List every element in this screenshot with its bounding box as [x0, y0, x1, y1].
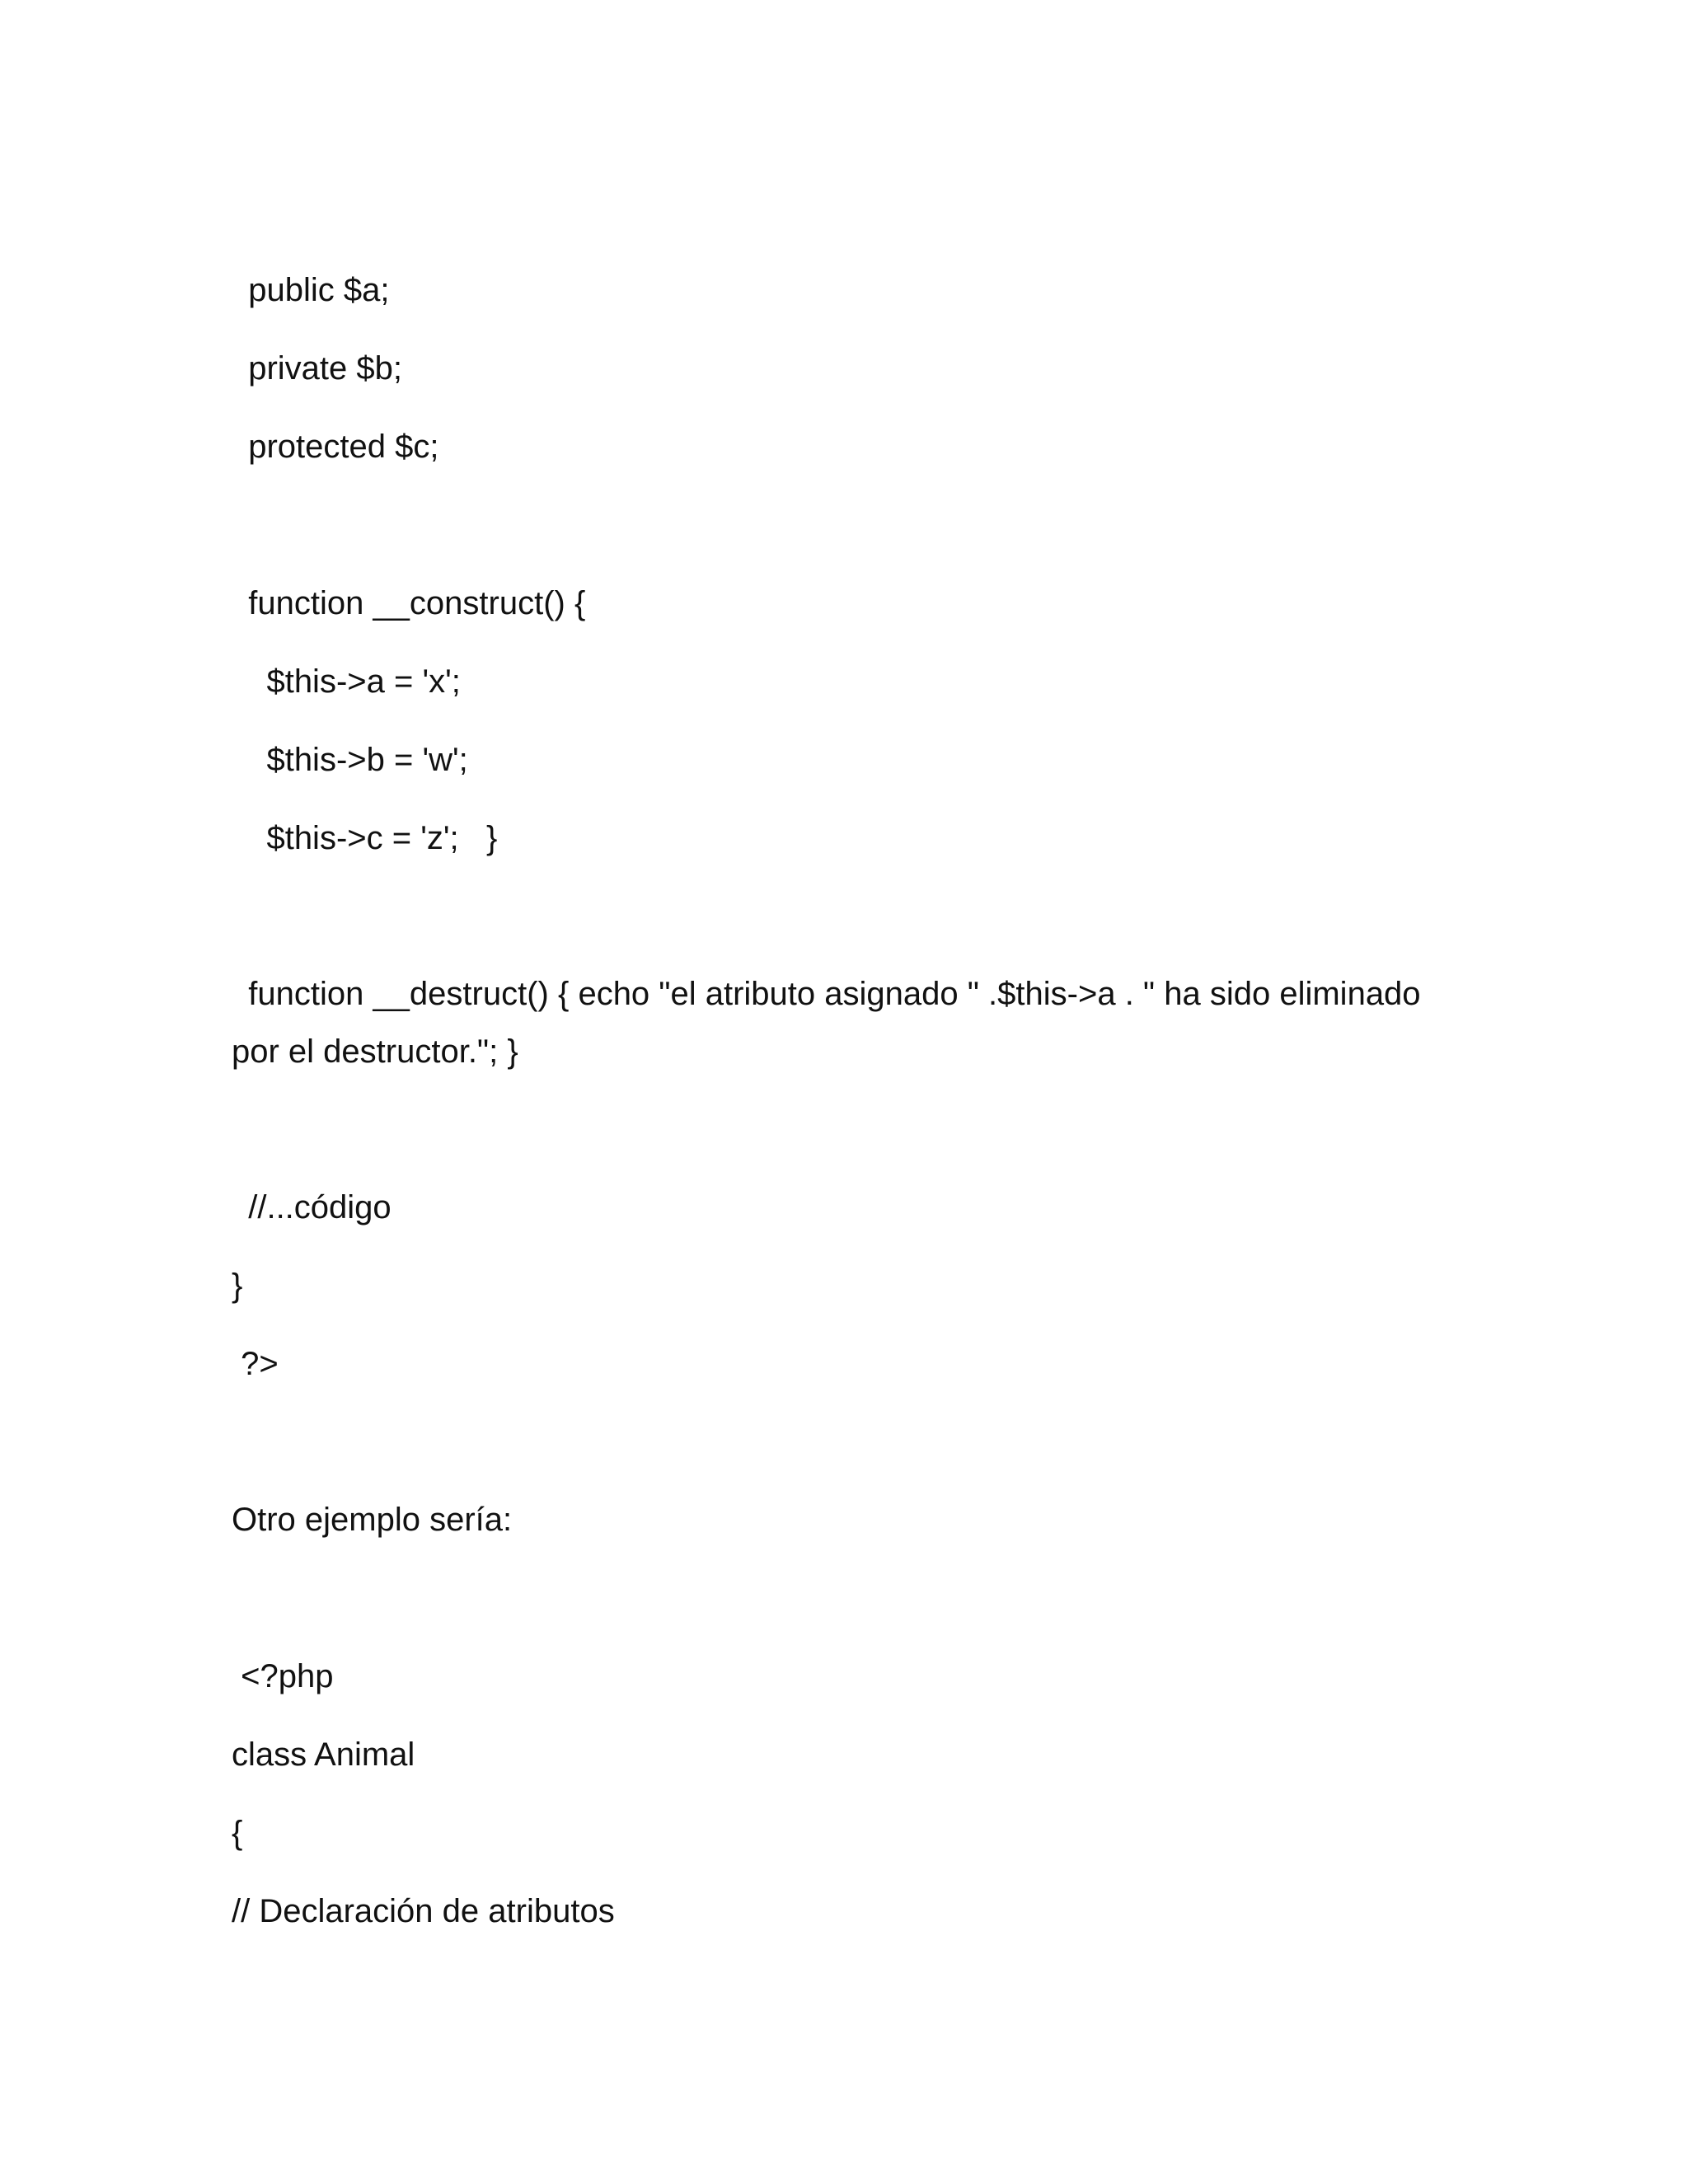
code-line-construct: function __construct() { [230, 585, 586, 621]
code-line-this-a: $this->a = 'x'; [230, 663, 461, 700]
code-comment-declaracion: // Declaración de atributos [232, 1893, 615, 1929]
paragraph-otro-ejemplo: Otro ejemplo sería: [232, 1502, 513, 1538]
code-line-this-c: $this->c = 'z'; } [230, 820, 498, 856]
code-php-open-tag: <?php [232, 1658, 334, 1694]
code-line-private-b: private $b; [230, 350, 403, 387]
code-line-protected-c: protected $c; [230, 429, 439, 465]
code-class-animal: class Animal [232, 1736, 415, 1773]
code-php-close-tag: ?> [232, 1346, 279, 1382]
code-line-destruct-continuation: por el destructor."; } [232, 1033, 518, 1070]
code-comment-codigo: //...código [230, 1189, 392, 1226]
code-line-destruct: function __destruct() { echo "el atributo asignado " .$this->a . " ha sido eliminado [230, 976, 1421, 1012]
code-opening-brace: { [232, 1815, 243, 1851]
code-line-this-b: $this->b = 'w'; [230, 742, 468, 778]
code-line-public-a: public $a; [230, 272, 390, 308]
code-closing-brace: } [232, 1268, 243, 1304]
